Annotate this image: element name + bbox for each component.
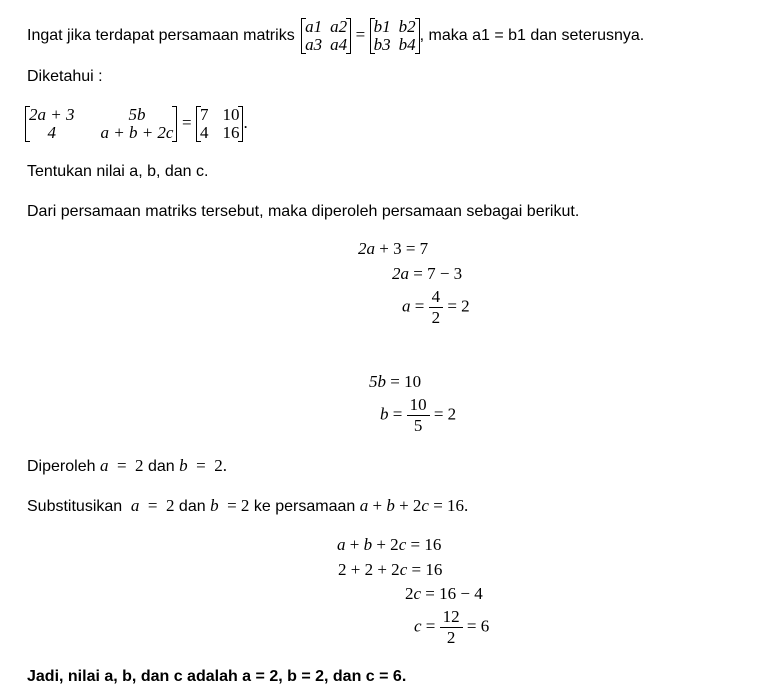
denominator: 5 (413, 416, 423, 435)
cell: 4 (199, 123, 209, 142)
eq-b-line1: 5b = 10 (369, 372, 422, 391)
b-expr: b = 2 (210, 496, 250, 515)
given-matrix-left (25, 106, 177, 142)
b-expr: b = 2. (179, 456, 227, 475)
cell: b1 (373, 17, 391, 36)
period: . (243, 113, 248, 133)
cell: 16 (222, 123, 240, 142)
numerator: 10 (407, 395, 430, 416)
cell: b3 (373, 35, 391, 54)
cell: 2a + 3 (29, 105, 75, 124)
numerator: 12 (440, 607, 463, 628)
result-ab (27, 456, 227, 477)
cell: a + b + 2c (100, 123, 174, 142)
result-prefix: Diperoleh (27, 458, 96, 475)
intro-prefix: Ingat jika terdapat persamaan matriks (27, 27, 295, 45)
and-word: dan (178, 498, 206, 515)
eq-c-line3: 2c = 16 − 4 (405, 584, 483, 603)
equals-sign: = (355, 25, 366, 45)
substitute-line (27, 496, 468, 517)
intro-suffix: , maka a1 = b1 dan seterusnya. (419, 27, 645, 45)
eq-a-line1: 2a + 3 = 7 (358, 239, 429, 258)
cell: a2 (330, 17, 348, 36)
intro-matrix-left (301, 18, 351, 54)
eq-a-line2: 2a = 7 − 3 (392, 264, 463, 283)
cell: a1 (305, 17, 323, 36)
cell: b2 (398, 17, 416, 36)
denominator: 2 (431, 308, 441, 327)
intro-line (27, 18, 644, 54)
question-text: Tentukan nilai a, b, dan c. (27, 163, 209, 180)
eq-c-line4: c = $\frac{12}{2}$ = 6 (414, 607, 490, 647)
equals-sign: = (181, 113, 192, 133)
cell: 4 (47, 123, 56, 142)
target-equation: a + b + 2c = 16. (359, 496, 469, 515)
to-equation-text: ke persamaan (253, 498, 356, 515)
eq-c-line1: a + b + 2c = 16 (337, 535, 442, 554)
derive-text: Dari persamaan matriks tersebut, maka diperoleh persamaan sebagai berikut. (27, 203, 580, 220)
a-expr: a = 2 (130, 496, 175, 515)
and-word: dan (147, 458, 175, 475)
conclusion: Jadi, nilai a, b, dan c adalah a = 2, b = 2, dan c = 6. (27, 668, 407, 685)
cell: a4 (330, 35, 348, 54)
intro-matrix-right (370, 18, 420, 54)
eq-a-line3: a = $\frac{4}{2}$ = 2 (402, 287, 470, 327)
denominator: 2 (446, 628, 456, 647)
given-matrix-right (196, 106, 244, 142)
eq-c-line2: 2 + 2 + 2c = 16 (338, 560, 443, 579)
cell: b4 (398, 35, 416, 54)
cell: 10 (222, 105, 240, 124)
cell: a3 (305, 35, 323, 54)
eq-b-line2: b = $\frac{10}{5}$ = 2 (380, 395, 457, 435)
cell: 5b (128, 105, 146, 124)
cell: 7 (199, 105, 209, 124)
known-label: Diketahui : (27, 68, 103, 85)
given-equation (25, 106, 248, 142)
a-expr: a = 2 (99, 456, 144, 475)
substitute-prefix: Substitusikan (27, 498, 123, 515)
numerator: 4 (429, 287, 444, 308)
